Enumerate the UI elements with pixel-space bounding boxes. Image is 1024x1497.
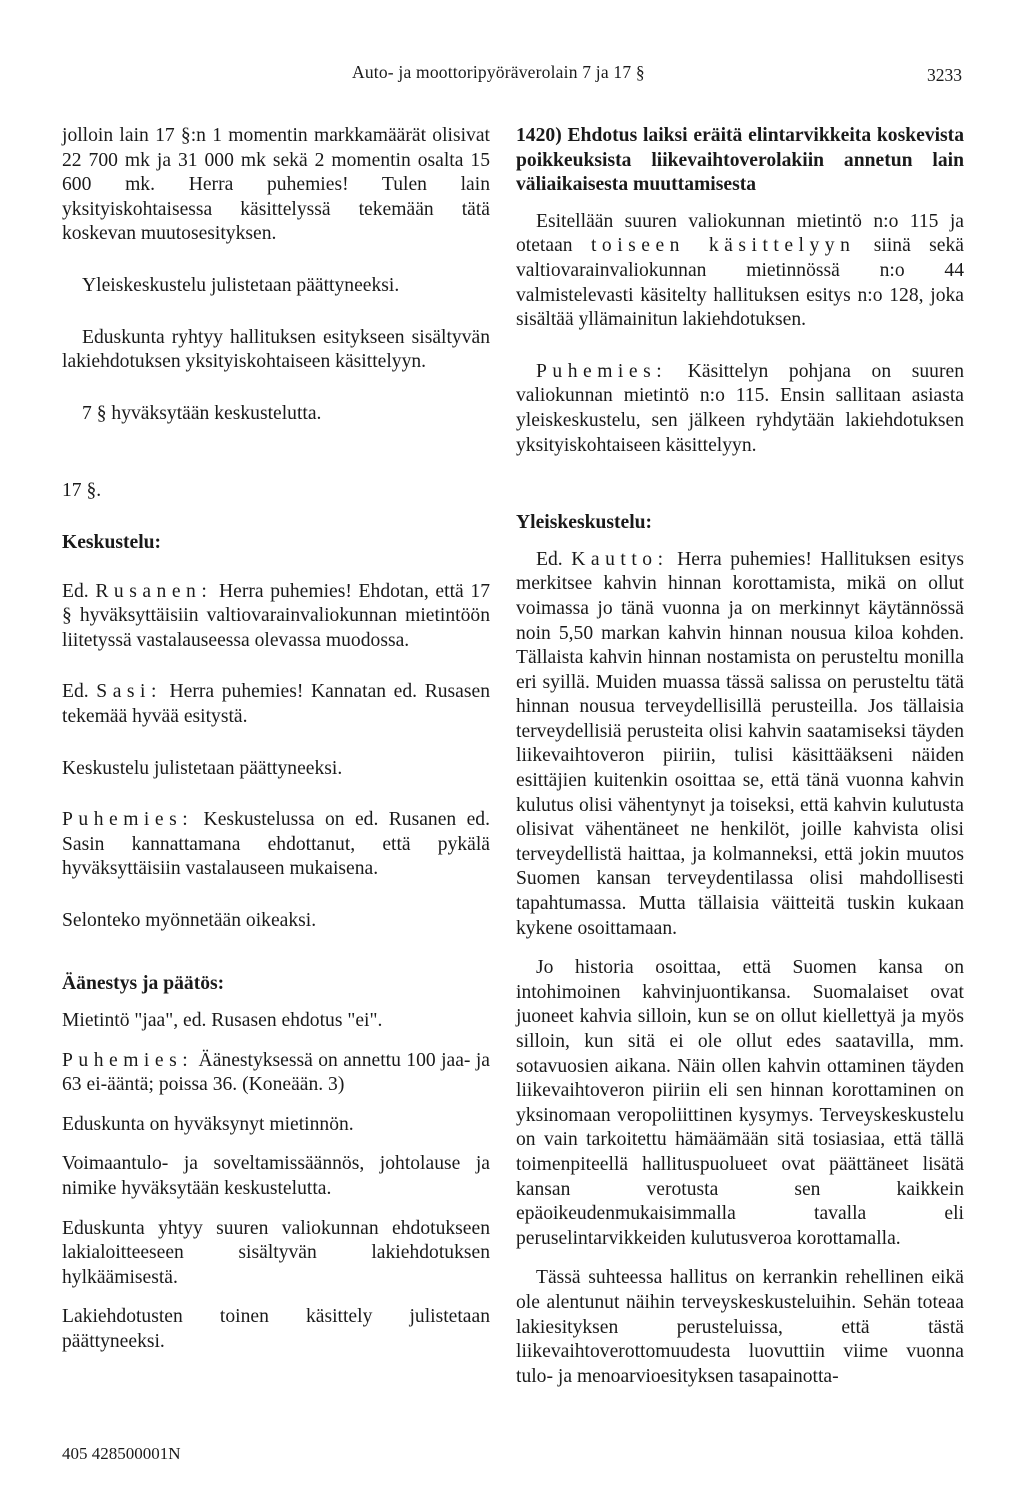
speech-puhemies: Puhemies: Äänestyksessä on annettu 100 jaa- ja 63 ei-ääntä; poissa 36. (Koneään. 3) bbox=[62, 1049, 490, 1096]
speaker-name: Kautto: bbox=[571, 548, 669, 570]
section-heading: Keskustelu: bbox=[62, 531, 162, 553]
speaker-name: Puhemies: bbox=[62, 1049, 194, 1071]
paragraph: Eduskunta ryhtyy hallituksen esitykseen sisältyvän lakiehdotuksen yksityiskohtaiseen käsittelyyn. bbox=[62, 326, 490, 373]
speech-kautto: Ed. Kautto: Herra puhemies! Hallituksen esitys merkitsee kahvin hinnan korottamista, mikä on ollut voimassa jo tänä vuonna ja on merkinnyt käytännössä noin 5,50 markan kahvin hinnan nousua kiloa kohden. Tällaista kahvin hinnan nostamista on perusteltu monilla eri syillä. Muiden muassa tässä salissa on perusteltu tätä hinnan nousua terveydellisillä perusteilla. Jos tällaisia terveydellisiä perusteita olisi kahvin saatamiseksi täyden liikevaihtoveron piiriin, tulisi käsittääkseni näiden esittäjien kuitenkin osoittaa se, että tänä vuonna kahvin kulutus olisi vähentynyt ja toiseksi, että kahvin kulutusta olisivat vähentäneet ne henkilöt, joille kahvista olisi terveydellistä haittaa, ja kolmanneksi, että jokin muutos Suomen kansan terveydentilassa olisi mahdollisesti tapahtumassa. Mutta tällaisia väitteitä tuskin kukaan kykene osoittamaan. bbox=[516, 548, 964, 939]
speaker-name: Rusanen: bbox=[95, 580, 213, 602]
running-title: Auto- ja moottoripyöräverolain 7 ja 17 § bbox=[352, 62, 645, 82]
paragraph: Selonteko myönnetään oikeaksi. bbox=[62, 909, 317, 931]
paragraph: jolloin lain 17 §:n 1 momentin markkamäärät olisivat 22 700 mk ja 31 000 mk sekä 2 momentin osalta 15 600 mk. Herra puhemies! Tulen lain yksityiskohtaisessa käsittelyssä tekemään tätä koskevan muutosesityksen. bbox=[62, 125, 490, 245]
speech-puhemies: Puhemies: Käsittelyn pohjana on suuren valiokunnan mietintö n:o 115. Ensin sallitaan asiasta yleiskeskustelu, sen jälkeen ryhdytään lakiehdotuksen yksityiskohtaiseen käsittelyyn. bbox=[516, 360, 964, 456]
page-header bbox=[0, 62, 1024, 92]
speaker-name: Sasi: bbox=[96, 681, 162, 703]
section-number: 17 §. bbox=[62, 480, 102, 502]
paragraph: Eduskunta yhtyy suuren valiokunnan ehdotukseen lakialoitteeseen sisältyvän lakiehdotuksen hylkäämisestä. bbox=[62, 1217, 490, 1288]
paragraph: Tässä suhteessa hallitus on kerrankin rehellinen eikä ole alentunut näihin terveyskeskusteluihin. Sehän toteaa lakiesityksen perusteluissa, että tästä liikevaihtoverottomuudesta luovuttiin viime vuonna tulo- ja menoarvioesityksen tasapainotta- bbox=[516, 1267, 964, 1387]
paragraph: Lakiehdotusten toinen käsittely julistetaan päättyneeksi. bbox=[62, 1306, 490, 1352]
paragraph: Mietintö "jaa", ed. Rusasen ehdotus "ei". bbox=[62, 1010, 383, 1032]
speaker-name: Puhemies: bbox=[62, 809, 194, 831]
speech-sasi: Ed. Sasi: Herra puhemies! Kannatan ed. Rusasen tekemää hyvää esitystä. bbox=[62, 681, 490, 727]
item-title: 1420) Ehdotus laiksi eräitä elintarvikkeita koskevista poikkeuksista liikevaihtoverolakiin annetun lain väliaikaisesta muuttamisesta bbox=[516, 125, 964, 196]
footer-code: 405 428500001N bbox=[62, 1444, 181, 1463]
speaker-name: Puhemies: bbox=[536, 360, 668, 382]
paragraph: Voimaantulo- ja soveltamissäännös, johtolause ja nimike hyväksytään keskustelutta. bbox=[62, 1153, 490, 1200]
paragraph: Keskustelu julistetaan päättyneeksi. bbox=[62, 757, 343, 779]
spaced-phrase: toiseen käsittelyyn bbox=[590, 235, 856, 257]
paragraph: 7 § hyväksytään keskustelutta. bbox=[82, 402, 322, 424]
left-column bbox=[62, 124, 490, 1370]
paragraph: Eduskunta on hyväksynyt mietinnön. bbox=[62, 1113, 354, 1135]
section-heading: Äänestys ja päätös: bbox=[62, 973, 225, 995]
paragraph: Esitellään suuren valiokunnan mietintö n:o 115 ja otetaan toiseen käsittelyyn siinä sekä valtiovarainvaliokunnan mietinnössä n:o 44 valmistelevasti käsitelty hallituksen esitys n:o 128, joka sisältää yllämainitun lakiehdotuksen. bbox=[516, 210, 964, 331]
section-heading: Yleiskeskustelu: bbox=[516, 512, 653, 534]
right-column bbox=[516, 124, 964, 1404]
paragraph: Yleiskeskustelu julistetaan päättyneeksi. bbox=[82, 274, 400, 296]
speech-puhemies: Puhemies: Keskustelussa on ed. Rusanen ed. Sasin kannattamana ehdottanut, että pykälä hyväksyttäisiin vastalauseen mukaisena. bbox=[62, 809, 491, 880]
page-number: 3233 bbox=[927, 65, 962, 85]
speech-rusanen: Ed. Rusanen: Herra puhemies! Ehdotan, että 17 § hyväksyttäisiin valtiovarainvaliokunnan mietintöön liitetyssä vastalauseessa olevassa muodossa. bbox=[62, 580, 490, 651]
paragraph: Jo historia osoittaa, että Suomen kansa on intohimoinen kahvinjuontikansa. Suomalaiset ovat juoneet kahvia silloin, kun se on ollut kiellettyä ja myös silloin, kun sitä ei ole ollut edes saatavilla, mm. sotavuosien aikana. Näin ollen kahvin ottaminen täyden liikevaihtoveron piiriin eli sen hinnan korottaminen on yksinomaan veropoliittinen kysymys. Terveyskeskustelu on vain tarkoitettu hämäämään sitä tosiasiaa, että tällä toimenpiteellä hallituspuolueet ovat päättäneet lisätä kansan verotusta sen kaikkein epäoikeudenmukaisimmalla tavalla eli peruselintarvikkeiden kulutusveroa korottamalla. bbox=[516, 957, 964, 1249]
